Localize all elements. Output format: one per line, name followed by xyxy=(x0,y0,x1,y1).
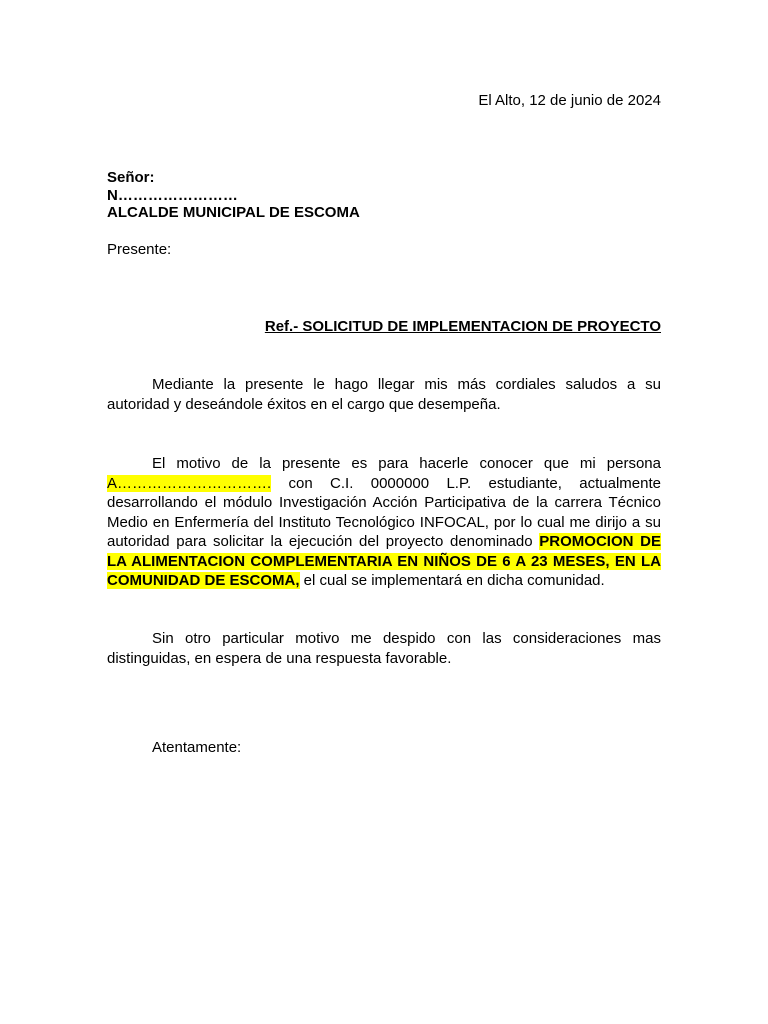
paragraph-motive-intro: El motivo de la presente es para hacerle conocer que mi persona xyxy=(152,455,661,472)
paragraph-motive-middle: con C.I. 0000000 L.P. estudiante, actualmente desarrollando el módulo Investigación Acción Participativa de la carrera Técnico Medio en Enfermería del Instituto Tecnológico INFOCAL, por lo cual me dirijo a su autoridad para solicitar la ejecución del proyecto denominado xyxy=(107,474,661,550)
paragraph-motive-ending: el cual se implementará en dicha comunidad. xyxy=(299,572,605,589)
paragraph-greeting: Mediante la presente le hago llegar mis más cordiales saludos a su autoridad y deseándole éxitos en el cargo que desempeña. xyxy=(107,376,661,413)
closing-line: Atentamente: xyxy=(152,739,242,756)
paragraph-motive xyxy=(107,454,661,591)
letter-date: El Alto, 12 de junio de 2024 xyxy=(478,92,661,109)
addressee-title: ALCALDE MUNICIPAL DE ESCOMA xyxy=(107,204,360,221)
reference-line: Ref.- SOLICITUD DE IMPLEMENTACION DE PROYECTO xyxy=(264,318,661,335)
paragraph-farewell: Sin otro particular motivo me despido con las consideraciones mas distinguidas, en espera de una respuesta favorable. xyxy=(107,630,661,667)
addressee-salutation: Señor: xyxy=(107,169,155,186)
addressee-name: N…………………… xyxy=(107,186,238,204)
addressee-block xyxy=(107,169,360,222)
project-name-highlight: PROMOCION DE LA ALIMENTACION COMPLEMENTARIA EN NIÑOS DE 6 A 23 MESES, EN LA COMUNIDAD DE ESCOMA, xyxy=(107,533,661,589)
student-name-highlight: A…………………………. xyxy=(107,474,272,492)
presente-label: Presente: xyxy=(107,241,172,258)
